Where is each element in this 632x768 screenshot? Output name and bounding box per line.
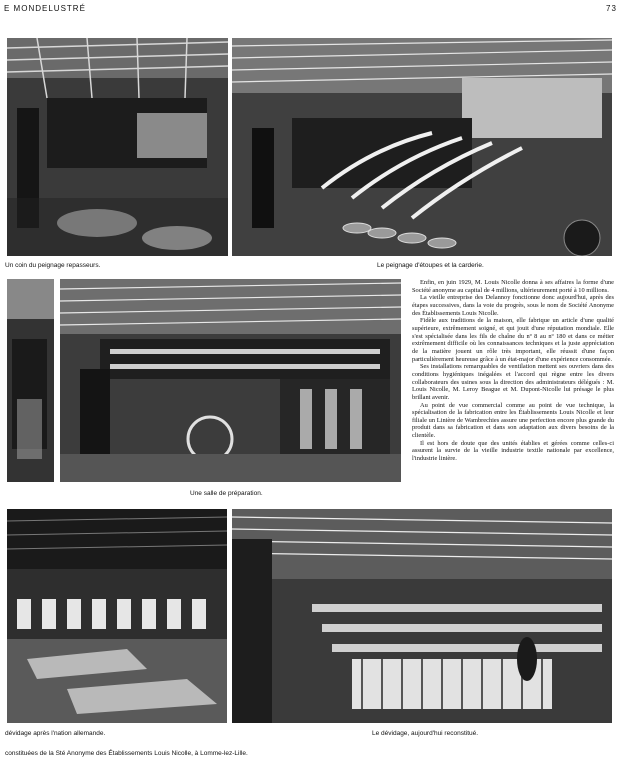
photo-preparation-left — [7, 279, 54, 482]
photo-peignage-etoupes-carderie — [232, 38, 612, 256]
caption-photo1: Un coin du peignage repasseurs. — [5, 262, 101, 269]
caption-photo4: dévidage après l'nation allemande. — [5, 730, 106, 737]
photo-peignage-repasseurs — [7, 38, 228, 256]
running-header: E MONDELUSTRÉ — [4, 4, 86, 13]
photo-devidage-reconstitue — [232, 509, 612, 723]
article-paragraph: Il est hors de doute que des unités établies et gérées comme celles-ci assurent la survie de la vieille industrie textile nationale par excellence, l'industrie linière. — [412, 439, 614, 463]
caption-photo2: Le peignage d'étoupes et la carderie. — [377, 262, 484, 269]
caption-photo3: Une salle de préparation. — [190, 490, 263, 497]
article-paragraph: Fidèle aux traditions de la maison, elle fabrique un article d'une qualité supérieure, extrêmement soigné, et qui jouit d'une réputation mondiale. Elle s'est spécialisée dans les fils de chaîne du nº 8 au nº 180 et dans ce métier extrêmement difficile où les connaissances techniques et la juste appréciation de la matière jouent un rôle très important, elle réussit d'une façon particulièrement heureuse grâce à un état-major d'une expérience consommée. — [412, 317, 614, 363]
article-text — [412, 279, 614, 501]
article-paragraph: Ses installations remarquables de ventilation mettent ses ouvriers dans des conditions hygiéniques inégalées et l'accord qui règne entre les divers collaborateurs des usines sous la direction des administrateurs délégués : M. Louis Nicolle, M. Leroy Beague et M. Dupont-Nicolle lui présage le plus brillant avenir. — [412, 363, 614, 401]
article-paragraph: Enfin, en juin 1929, M. Louis Nicolle donna à ses affaires la forme d'une Société anonyme au capital de 4 millions, ultérieurement porté à 10 millions. — [412, 279, 614, 294]
article-paragraph: La vieille entreprise des Delannoy fonctionne donc aujourd'hui, après des étapes successives, dans la voie du progrès, sous le nom de Société Anonyme des Établissements Louis Nicolle. — [412, 294, 614, 317]
article-paragraph: Au point de vue commercial comme au point de vue technique, la spécialisation de la fabrication entre les Établissements Louis Nicolle et leur filiale un Linière de Wambrechies assure une perfection encore plus grande du produit dans sa fabrication et dans son adaptation aux divers besoins de la clientèle. — [412, 401, 614, 440]
photo-salle-preparation — [60, 279, 401, 482]
caption-photo5: Le dévidage, aujourd'hui reconstitué. — [372, 730, 479, 737]
footer-caption: constituées de la Sté Anonyme des Établissements Louis Nicolle, à Lomme-lez-Lille. — [5, 750, 248, 757]
page-number: 73 — [606, 4, 617, 13]
photo-devidage-occupation — [7, 509, 227, 723]
